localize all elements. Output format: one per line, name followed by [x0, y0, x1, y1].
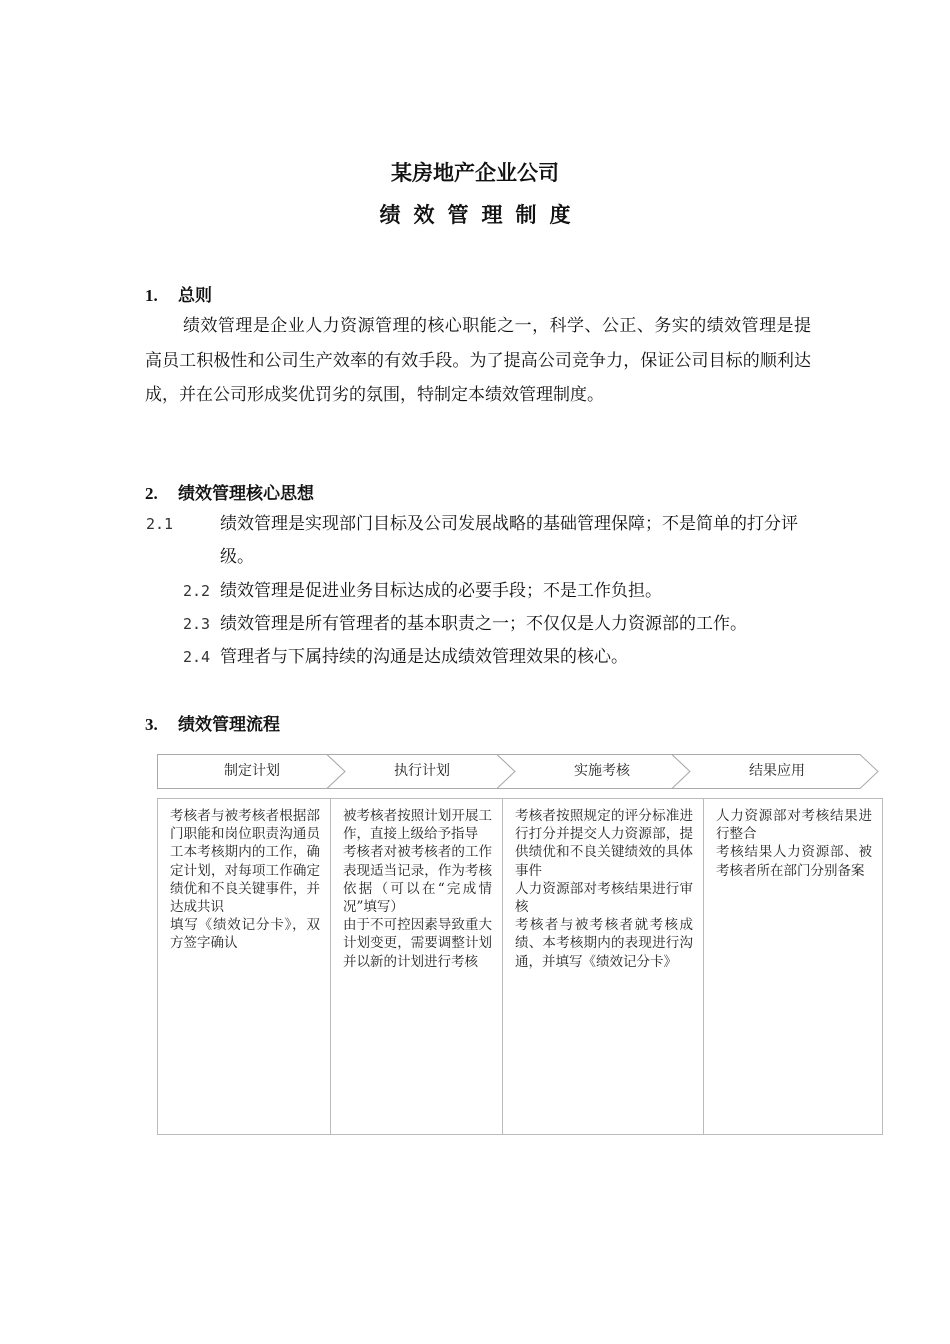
item-text: 绩效管理是所有管理者的基本职责之一；不仅仅是人力资源部的工作。 — [220, 614, 747, 634]
cell-line: 考核者与被考核者就考核成绩、本考核期内的表现进行沟通，并填写《绩效记分卡》 — [515, 917, 693, 970]
cell-line: 考核者对被考核者的工作表现适当记录，作为考核依据（可以在“完成情况”填写） — [343, 844, 492, 916]
item-number: 2.4 — [183, 648, 211, 666]
process-flow-table — [157, 798, 883, 1135]
list-item — [183, 608, 808, 641]
flow-step-plan: 制定计划 — [224, 763, 280, 779]
list-item — [183, 575, 808, 608]
document-subtitle: 绩效管理制度 — [379, 203, 584, 227]
section-1-heading — [145, 281, 212, 306]
section-number: 1. — [145, 286, 158, 305]
cell-line: 人力资源部对考核结果进行整合 — [716, 808, 872, 843]
section-number: 2. — [145, 484, 158, 503]
cell-line: 考核者按照规定的评分标准进行打分并提交人力资源部，提供绩优和不良关键绩效的具体事件 — [515, 808, 693, 879]
cell-line: 填写《绩效记分卡》，双方签字确认 — [170, 917, 320, 952]
item-number: 2.1 — [146, 515, 174, 533]
cell-line: 考核结果人力资源部、被考核者所在部门分别备案 — [716, 844, 872, 879]
item-text: 绩效管理是促进业务目标达成的必要手段；不是工作负担。 — [220, 581, 662, 601]
cell-line: 被考核者按照计划开展工作，直接上级给予指导 — [343, 808, 492, 843]
flow-cell-apply — [704, 799, 882, 1134]
section-3-heading — [145, 710, 280, 735]
item-text: 管理者与下属持续的沟通是达成绩效管理效果的核心。 — [220, 647, 628, 667]
section-1-body: 绩效管理是企业人力资源管理的核心职能之一，科学、公正、务实的绩效管理是提高员工积极性和公司生产效率的有效手段。为了提高公司竞争力，保证公司目标的顺利达成，并在公司形成奖优罚劣的氛围，特制定本绩效管理制度。 — [145, 316, 811, 405]
item-number: 2.3 — [183, 615, 211, 633]
list-item — [146, 508, 830, 574]
item-number: 2.2 — [183, 582, 211, 600]
flow-cell-execute — [331, 799, 503, 1134]
section-2-heading — [145, 479, 314, 504]
section-number: 3. — [145, 715, 158, 734]
process-flow-header — [157, 754, 879, 790]
list-item — [183, 641, 808, 674]
flow-step-apply: 结果应用 — [749, 763, 805, 779]
cell-line: 由于不可控因素导致重大计划变更，需要调整计划并以新的计划进行考核 — [343, 917, 492, 970]
section-title: 绩效管理流程 — [178, 715, 280, 735]
section-title: 绩效管理核心思想 — [178, 484, 314, 504]
flow-step-assess: 实施考核 — [574, 763, 630, 779]
document-title: 某房地产企业公司 — [391, 161, 559, 185]
item-text: 绩效管理是实现部门目标及公司发展战略的基础管理保障；不是简单的打分评级。 — [220, 514, 798, 567]
flow-cell-assess — [503, 799, 704, 1134]
flow-cell-plan — [158, 799, 331, 1134]
flow-step-execute: 执行计划 — [394, 763, 450, 779]
section-title: 总则 — [178, 286, 212, 306]
cell-line: 人力资源部对考核结果进行审核 — [515, 880, 693, 916]
cell-line: 考核者与被考核者根据部门职能和岗位职责沟通员工本考核期内的工作，确定计划，对每项工作确定绩优和不良关键事件，并达成共识 — [170, 808, 320, 916]
